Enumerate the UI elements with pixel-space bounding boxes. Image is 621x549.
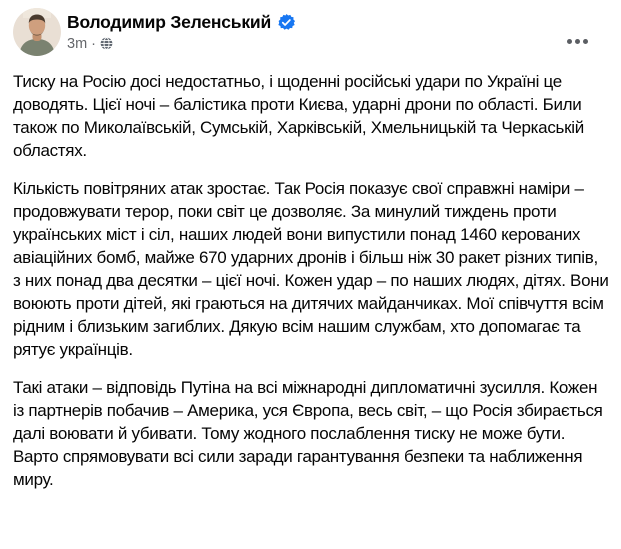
post-meta <box>67 37 295 52</box>
more-options-button[interactable] <box>559 23 595 59</box>
meta-separator: · <box>91 35 96 52</box>
more-options-icon <box>567 39 572 44</box>
post-header <box>13 8 609 56</box>
post-text <box>13 70 609 491</box>
post-paragraph-2: Кількість повітряних атак зростає. Так Росія показує свої справжні наміри – продовжувати терор, поки світ це дозволяє. За минулий тиждень проти українських міст і сіл, наших людей вони випустили понад 1460 керованих авіаційних бомб, майже 670 ударних дронів і більш ніж 30 ракет різних типів, з них понад два десятки – цієї ночі. Кожен удар – по наших людях, дітях. Вони воюють проти дітей, які граються на дитячих майданчиках. Мої співчуття всім рідним і близьким загиблих. Дякую всім нашим службам, хто допомагає та рятує українців. <box>13 179 609 359</box>
avatar[interactable] <box>13 8 61 56</box>
more-options-icon <box>583 39 588 44</box>
post-paragraph-3: Такі атаки – відповідь Путіна на всі міжнародні дипломатичні зусилля. Кожен із партнерів побачив – Америка, уся Європа, весь світ, – що Росія збирається далі воювати й убивати. Тому жодного послаблення тиску не може бути. Варто спрямовувати всі сили заради гарантування безпеки та наближення миру. <box>13 378 603 489</box>
globe-icon[interactable] <box>100 37 113 50</box>
more-options-icon <box>575 39 580 44</box>
author-name[interactable]: Володимир Зеленський <box>67 12 272 32</box>
timestamp[interactable]: 3m <box>67 35 88 52</box>
verified-badge-icon <box>278 14 295 31</box>
post-header-info <box>67 8 295 51</box>
avatar-illustration <box>13 8 61 56</box>
post-paragraph-1: Тиску на Росію досі недостатньо, і щоденні російські удари по Україні це доводять. Цієї ночі – балістика проти Києва, ударні дрони по області. Били також по Миколаївській, Сумській, Харківській, Хмельницькій та Черкаській областях. <box>13 72 584 160</box>
